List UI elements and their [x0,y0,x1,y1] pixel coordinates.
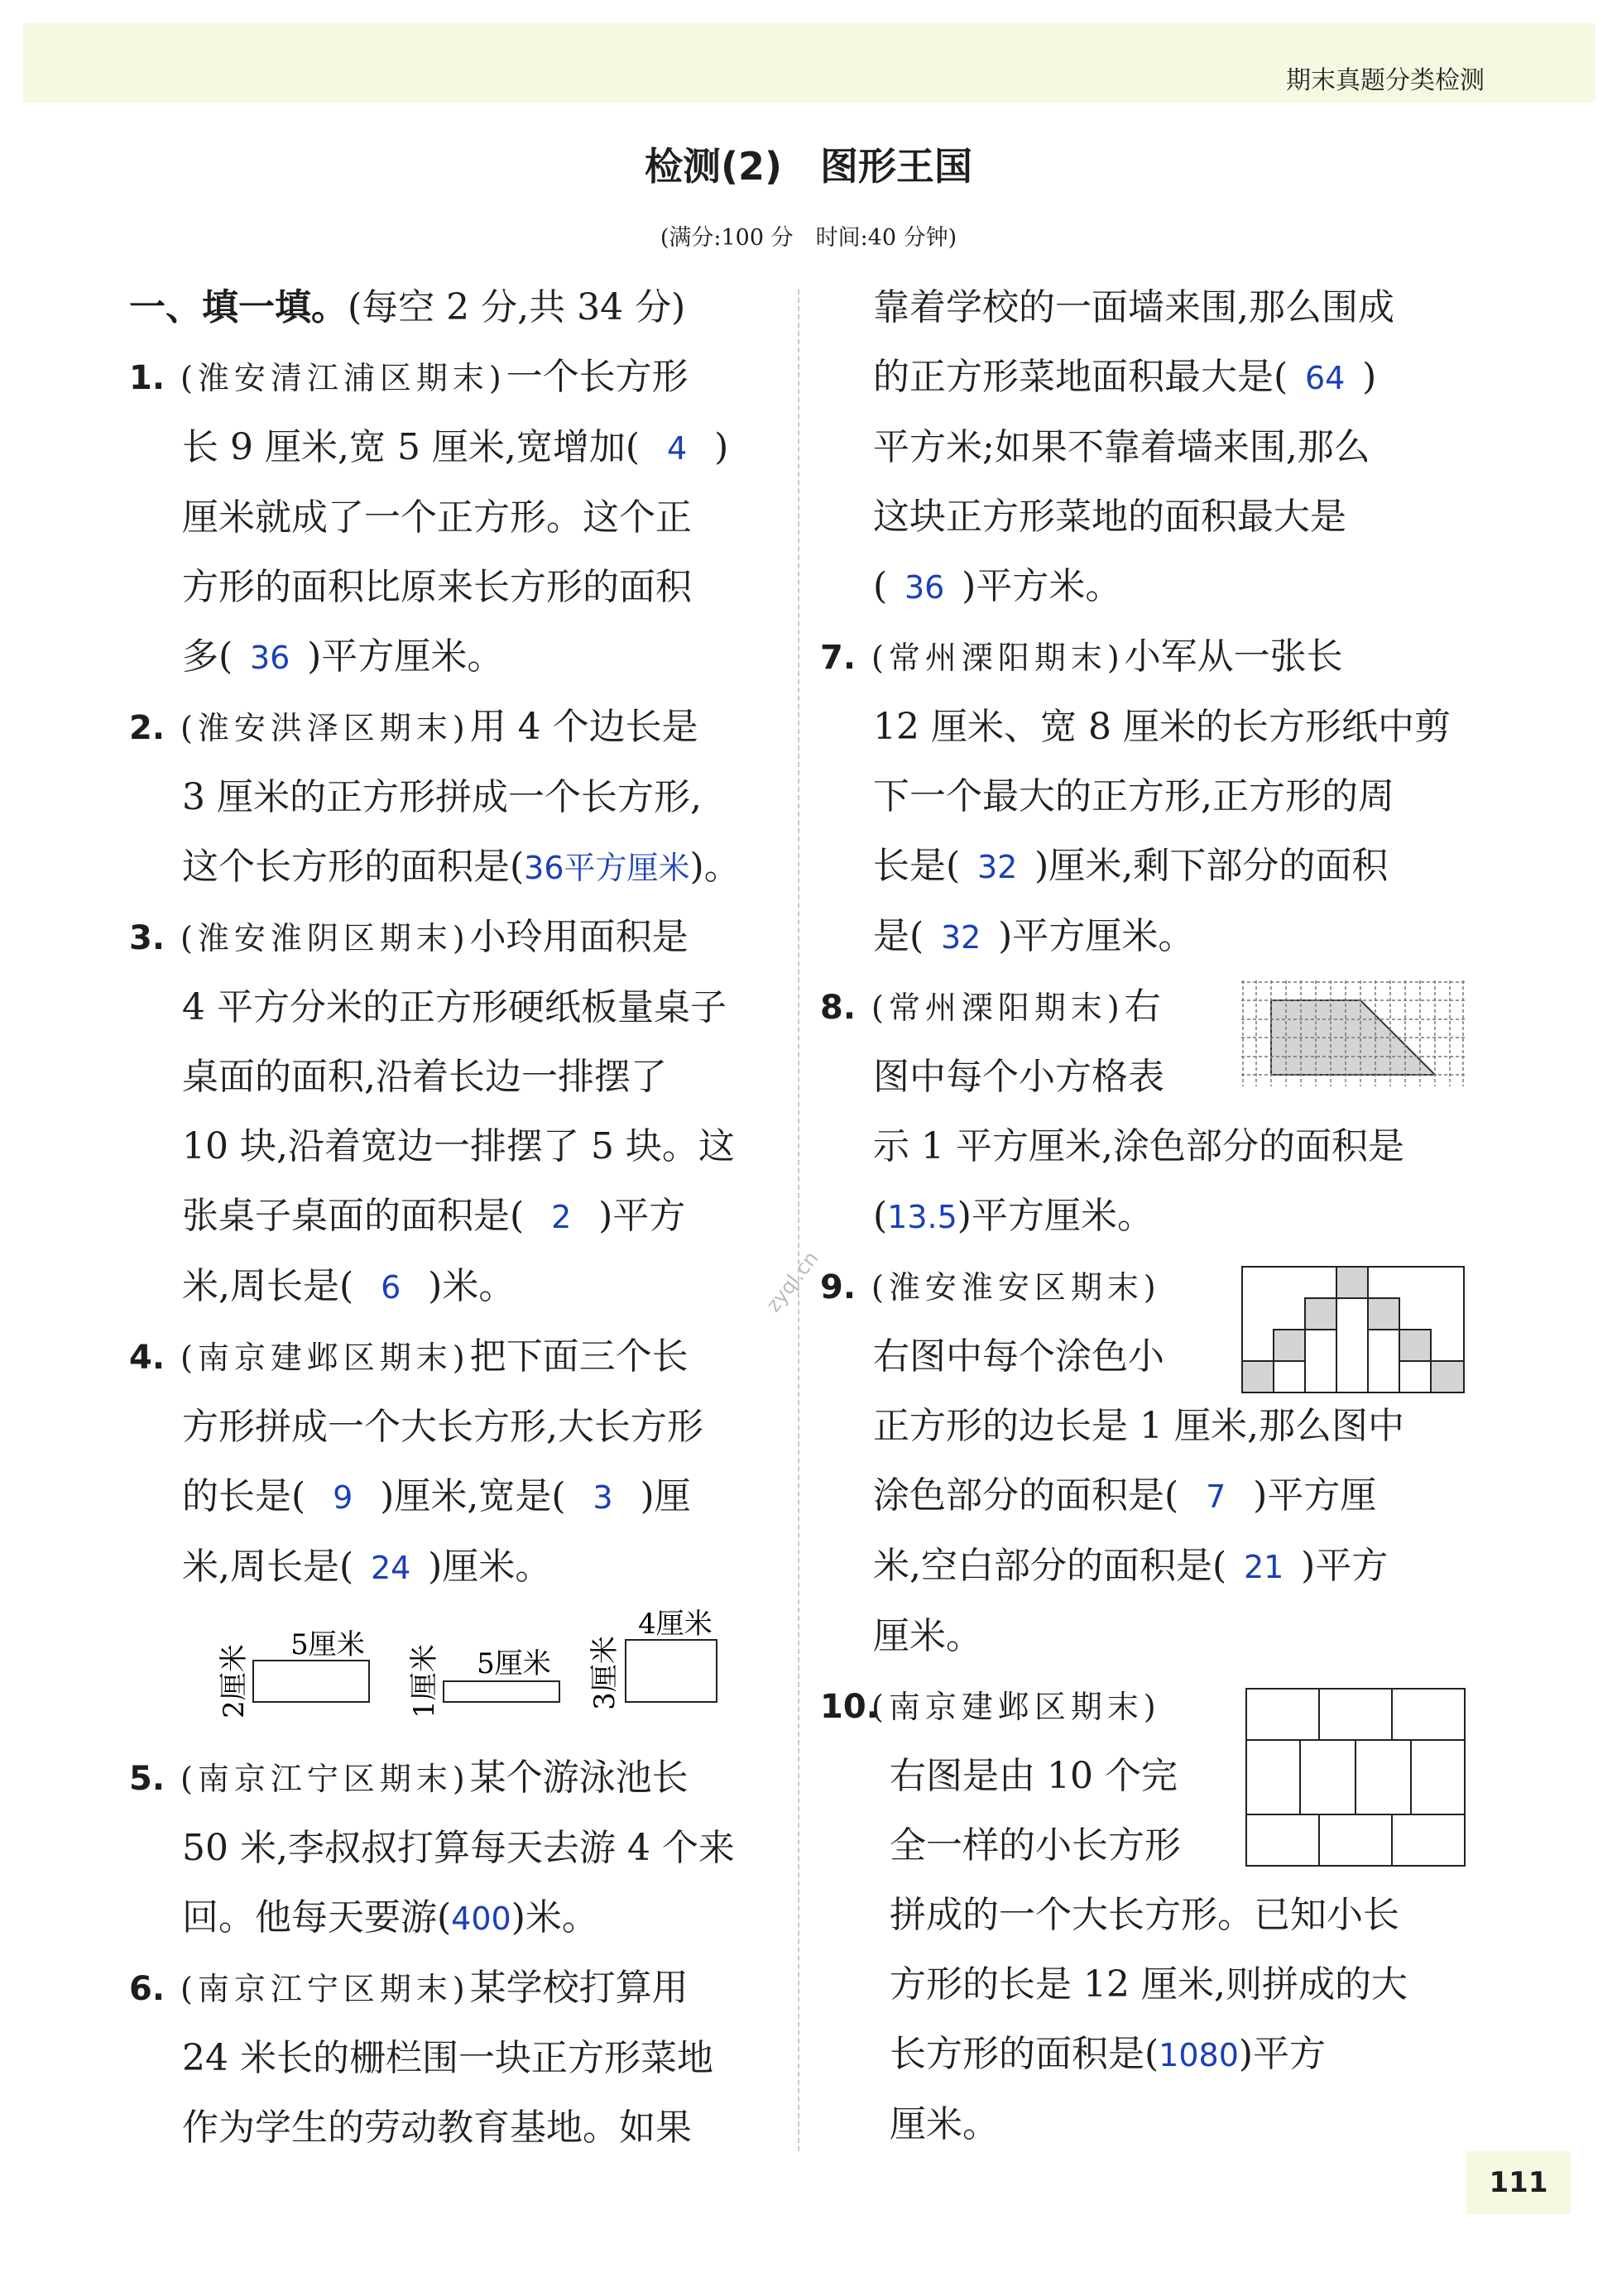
answer: 7 [1206,1479,1226,1515]
watermark: zyql.cn [761,1246,823,1317]
page-number: 111 [1466,2151,1571,2214]
shaded-square [1305,1298,1336,1330]
right-column [820,273,1485,2159]
rect-1 [253,1661,369,1702]
answer: 64 [1304,360,1346,396]
page-title: 检测(2) 图形王国 [644,144,973,189]
shaded-square [1368,1298,1399,1330]
answer: 32 [976,849,1018,885]
answer: 4 [666,430,688,467]
question-1: 1. (淮安清江浦区期末)一个长方形 长 9 厘米,宽 5 厘米,宽增加( 4 ) 厘米就成了一个正方形。这个正 方形的面积比原来长方形的面积 多( 36 )平方厘米。 [129,343,758,693]
brick-outlines [1246,1689,1465,1866]
shaded-square [1242,1361,1274,1392]
question-8: 8. (常州溧阳期末)右 图中每个小方格表 示 1 平方厘米,涂色部分的面积是 (13.5)平方厘米。 [820,985,1404,1237]
q10-bricks-svg [1245,1688,1467,1868]
answer: 36 [904,569,945,606]
q8-grid-figure [1241,980,1465,1090]
answer: 21 [1243,1549,1284,1585]
column-divider [798,290,799,2151]
three-rectangles-figure [179,1603,758,1743]
answer: 1080 [1159,2037,1239,2073]
q9-staircase-figure [1241,1266,1466,1398]
answer: 2 [551,1199,572,1235]
rect-1-top-label: 5厘米 [290,1628,365,1661]
question-10: 10.(南京建邺区期末) 右图是由 10 个完 全一样的小长方形 拼成的一个大长方形。已知小长 方形的长是 12 厘米,则拼成的大 长方形的面积是(1080)平方 厘米。 [820,1688,1408,2145]
answer: 13.5 [887,1199,957,1235]
question-5: 5. (南京江宁区期末)某个游泳池长 50 米,李叔叔打算每天去游 4 个来 回。他每天要游(400)米。 [129,1757,735,1939]
question-6-part-1: 6. (南京江宁区期末)某学校打算用 24 米长的栅栏围一块正方形菜地 作为学生的劳动教育基地。如果 [129,1967,713,2149]
question-3: 3. (淮安淮阴区期末)小玲用面积是 4 平方分米的正方形硬纸板量桌子 桌面的面积,沿着长边一排摆了 10 块,沿着宽边一排摆了 5 块。这 张桌子桌面的面积是( 2 )平方 米,周长是( 6 )米。 [129,903,758,1322]
answer: 36 [249,640,290,676]
q9-staircase-svg [1241,1266,1466,1395]
answer: 36平方厘米 [524,850,690,886]
rect-3 [626,1640,717,1702]
section-heading: 一、填一填。(每空 2 分,共 34 分) [129,286,686,328]
shaded-square [1431,1361,1464,1392]
answer: 24 [370,1550,411,1586]
rect-2-top-label: 5厘米 [477,1647,551,1680]
rect-2 [444,1681,559,1702]
q4-figure [129,1603,758,1743]
question-6-part-2: 靠着学校的一面墙来围,那么围成 的正方形菜地面积最大是( 64 ) 平方米;如果不靠着墙来围,那么 这块正方形菜地的面积最大是 ( 36 )平方米。 [873,273,1485,622]
rect-3-side-label: 3厘米 [588,1636,621,1710]
answer: 9 [333,1479,353,1516]
page-subtitle: (满分:100 分 时间:40 分钟) [660,225,957,251]
question-4: 4. (南京建邺区期末)把下面三个长 方形拼成一个大长方形,大长方形 的长是( 9 )厘米,宽是( 3 )厘 米,周长是( 24 )厘米。 5厘米 2厘米 5厘米 1厘米 4厘米 3厘米 [129,1322,758,1743]
shaded-square [1274,1330,1305,1361]
shaded-square [1336,1267,1368,1298]
q8-grid-svg [1241,980,1465,1086]
answer: 400 [451,1901,511,1937]
q10-bricks-figure [1245,1688,1467,1872]
answer: 3 [593,1479,613,1516]
question-9: 9. (淮安淮安区期末) 右图中每个涂色小 正方形的边长是 1 厘米,那么图中 涂色部分的面积是( 7 )平方厘 米,空白部分的面积是( 21 )平方 厘米。 [820,1268,1404,1657]
rect-1-side-label: 2厘米 [218,1644,251,1718]
answer: 32 [940,919,981,956]
answer: 6 [381,1269,401,1306]
header-section-label: 期末真题分类检测 [1286,66,1485,95]
left-column [129,273,758,2163]
question-7: 7. (常州溧阳期末)小军从一张长 12 厘米、宽 8 厘米的长方形纸中剪 下一个最大的正方形,正方形的周 长是( 32 )厘米,剩下部分的面积 是( 32 )平方厘米。 [820,622,1485,972]
rect-3-top-label: 4厘米 [638,1608,713,1641]
question-2: 2. (淮安洪泽区期末)用 4 个边长是 3 厘米的正方形拼成一个长方形, 这个长方形的面积是(36平方厘米)。 [129,706,741,888]
rect-2-side-label: 1厘米 [408,1644,441,1718]
shaded-square [1399,1330,1431,1361]
